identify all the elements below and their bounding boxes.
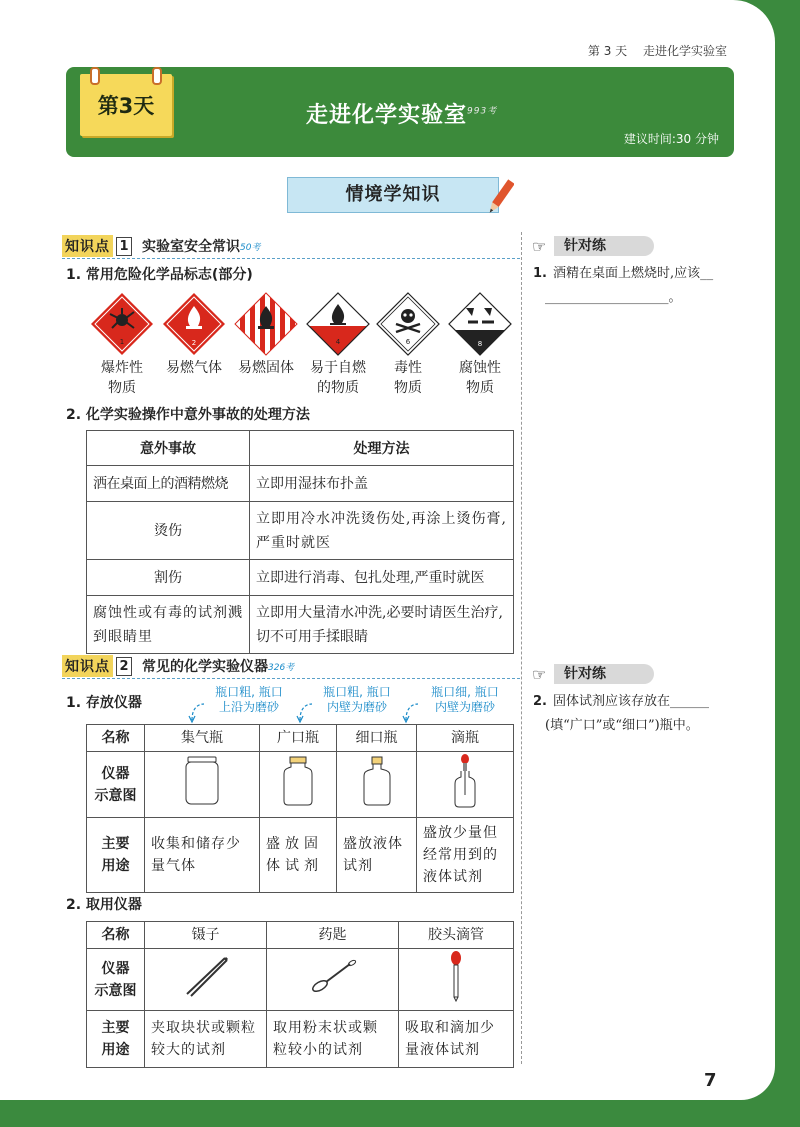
hazard-label — [155, 358, 233, 378]
table-cell: 盛放固体试剂 — [260, 818, 337, 893]
knowledge-point-1 — [62, 235, 260, 257]
table-cell — [337, 752, 417, 818]
table-row — [87, 560, 514, 596]
table-header: 处理方法 — [250, 431, 514, 466]
page-number: 7 — [704, 1070, 717, 1091]
kp-number: 2 — [116, 657, 132, 676]
kp-number: 1 — [116, 237, 132, 256]
hazard-label-text: 易燃固体 — [238, 360, 294, 376]
accident-heading: 2. 化学实验操作中意外事故的处理方法 — [66, 407, 310, 423]
row-label: 名称 — [87, 922, 145, 949]
kp-name: 实验室安全常识 — [142, 239, 240, 255]
row-label: 主要 用途 — [87, 1011, 145, 1068]
question-text[interactable]: 固体试剂应该存放在______ — [552, 694, 709, 709]
svg-text:2: 2 — [191, 339, 197, 347]
narrow-mouth-bottle-icon — [359, 755, 395, 807]
banner-title-text: 走进化学实验室 — [306, 103, 468, 128]
dropper-icon — [446, 950, 466, 1002]
pencil-icon — [486, 178, 514, 218]
row-label: 名称 — [87, 725, 145, 752]
table-cell: 收集和储存少量气体 — [145, 818, 260, 893]
table-cell — [267, 949, 399, 1011]
taking-table — [86, 921, 514, 1068]
gas-jar-icon — [182, 755, 222, 807]
kp-divider — [62, 678, 520, 679]
hazard-label — [369, 358, 447, 398]
row-label: 主要 用途 — [87, 818, 145, 893]
tweezers-icon — [181, 954, 231, 998]
table-cell: 吸取和滴加少量液体试剂 — [399, 1011, 514, 1068]
answer-blank[interactable]: ___________________。 — [545, 290, 682, 305]
spatula-icon — [308, 954, 358, 998]
practice-label-2 — [532, 664, 652, 684]
table-cell: 集气瓶 — [145, 725, 260, 752]
table-cell — [260, 752, 337, 818]
toxic-icon — [376, 292, 440, 356]
table-cell: 立即用冷水冲洗烫伤处,再涂上烫伤膏,严重时就医 — [250, 502, 514, 560]
running-header — [588, 42, 727, 59]
spontaneous-combustion-icon — [306, 292, 370, 356]
table-cell: 割伤 — [87, 560, 250, 596]
table-row — [87, 752, 514, 818]
question-number: 2. — [533, 694, 547, 709]
table-cell — [145, 949, 267, 1011]
section-title: 情境学知识 — [287, 177, 499, 213]
table-cell: 烫伤 — [87, 502, 250, 560]
table-cell: 取用粉末状或颗粒较小的试剂 — [267, 1011, 399, 1068]
table-cell: 镊子 — [145, 922, 267, 949]
suggested-time: 建议时间:30 分钟 — [623, 132, 719, 146]
table-cell: 滴瓶 — [417, 725, 514, 752]
annotation-note: 瓶口粗, 瓶口 内壁为磨砂 — [323, 685, 391, 714]
banner-sup: 993考 — [467, 106, 498, 117]
storage-table — [86, 724, 514, 893]
table-cell: 立即用湿抹布扑盖 — [250, 466, 514, 502]
hazard-label-text: 易燃气体 — [166, 360, 222, 376]
question-text: (填“广口”或“细口”)瓶中。 — [545, 718, 699, 733]
row-label: 仪器 示意图 — [87, 949, 145, 1011]
annotation-arrows — [180, 698, 510, 724]
hazard-label — [227, 358, 305, 378]
table-cell: 夹取块状或颗粒较大的试剂 — [145, 1011, 267, 1068]
table-row — [87, 818, 514, 893]
pointing-hand-icon: ☞ — [532, 237, 547, 256]
column-divider — [521, 232, 522, 1064]
table-cell: 盛放液体试剂 — [337, 818, 417, 893]
svg-text:6: 6 — [405, 338, 411, 346]
ring-icon — [90, 67, 100, 85]
explosive-icon — [90, 292, 154, 356]
table-cell — [145, 752, 260, 818]
practice-label: 针对练 — [554, 236, 654, 256]
table-row — [87, 596, 514, 654]
storage-heading: 1. 存放仪器 — [66, 695, 142, 711]
kp-badge: 知识点 — [62, 655, 113, 677]
table-row — [87, 725, 514, 752]
hazard-label-text: 易于自燃 的物质 — [310, 360, 366, 396]
flammable-gas-icon — [162, 292, 226, 356]
hazard-heading: 1. 常用危险化学品标志(部分) — [66, 267, 253, 283]
row-label: 仪器 示意图 — [87, 752, 145, 818]
table-header-row — [87, 431, 514, 466]
knowledge-point-2 — [62, 655, 294, 677]
kp-badge: 知识点 — [62, 235, 113, 257]
practice-question-2 — [533, 690, 743, 738]
practice-question-1 — [533, 262, 738, 310]
table-cell: 腐蚀性或有毒的试剂溅到眼睛里 — [87, 596, 250, 654]
table-row — [87, 502, 514, 560]
kp-sup: 326考 — [268, 662, 295, 673]
svg-text:1: 1 — [119, 338, 125, 346]
question-text: 酒精在桌面上燃烧时,应该__ — [552, 266, 714, 281]
wide-mouth-bottle-icon — [280, 755, 316, 807]
table-cell: 胶头滴管 — [399, 922, 514, 949]
annotation-note: 瓶口粗, 瓶口 上沿为磨砂 — [215, 685, 283, 714]
table-row — [87, 1011, 514, 1068]
table-header: 意外事故 — [87, 431, 250, 466]
table-cell: 洒在桌面上的酒精燃烧 — [87, 466, 250, 502]
practice-label-1 — [532, 236, 652, 256]
day-label: 第3天 — [97, 94, 155, 118]
annotation-note: 瓶口细, 瓶口 内壁为磨砂 — [431, 685, 499, 714]
flammable-solid-icon — [234, 292, 298, 356]
question-number: 1. — [533, 266, 547, 281]
banner-title — [306, 98, 497, 129]
running-day: 第 3 天 — [587, 44, 628, 58]
table-cell — [399, 949, 514, 1011]
hazard-label — [441, 358, 519, 398]
table-cell: 广口瓶 — [260, 725, 337, 752]
kp-divider — [62, 258, 520, 259]
kp-name: 常见的化学实验仪器 — [142, 659, 268, 675]
hazard-label — [83, 358, 161, 398]
table-row — [87, 466, 514, 502]
hazard-label-text: 爆炸性 物质 — [101, 360, 143, 396]
corrosive-icon — [448, 292, 512, 356]
hazard-label-text: 腐蚀性 物质 — [459, 360, 501, 396]
ring-icon — [152, 67, 162, 85]
svg-text:4: 4 — [335, 338, 341, 346]
pointing-hand-icon: ☞ — [532, 665, 547, 684]
practice-label: 针对练 — [554, 664, 654, 684]
hazard-label-text: 毒性 物质 — [394, 360, 422, 396]
svg-text:8: 8 — [477, 340, 483, 348]
kp-sup: 50考 — [240, 242, 261, 253]
table-row — [87, 949, 514, 1011]
accident-table — [86, 430, 514, 654]
day-tab — [80, 74, 172, 136]
running-title: 走进化学实验室 — [642, 44, 727, 58]
hazard-label — [299, 358, 377, 398]
table-cell: 药匙 — [267, 922, 399, 949]
table-cell: 立即用大量清水冲洗,必要时请医生治疗,切不可用手揉眼睛 — [250, 596, 514, 654]
dropper-bottle-icon — [447, 753, 483, 809]
taking-heading: 2. 取用仪器 — [66, 897, 142, 913]
table-cell: 立即进行消毒、包扎处理,严重时就医 — [250, 560, 514, 596]
table-row — [87, 922, 514, 949]
table-cell: 细口瓶 — [337, 725, 417, 752]
table-cell: 盛放少量但经常用到的液体试剂 — [417, 818, 514, 893]
table-cell — [417, 752, 514, 818]
